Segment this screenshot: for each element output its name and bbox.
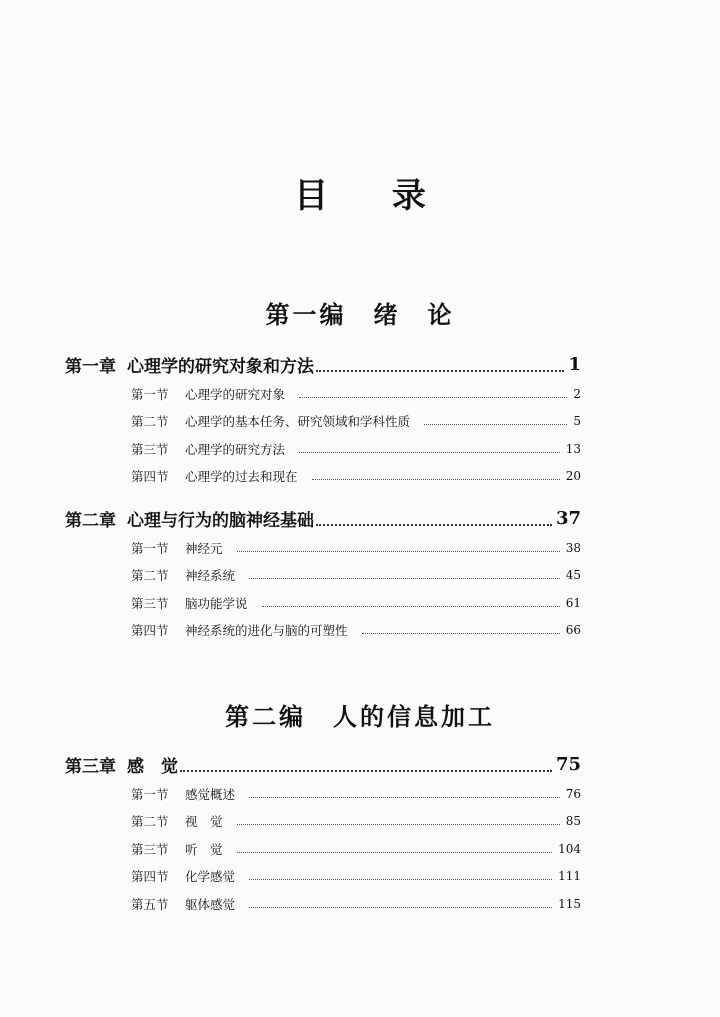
- section-title: 心理学的研究方法: [185, 442, 286, 457]
- dot-leader: [262, 605, 560, 607]
- section-title: 神经系统的进化与脑的可塑性: [185, 623, 348, 638]
- section-number: 第一节: [131, 541, 169, 556]
- section-title: 心理学的研究对象: [185, 387, 286, 402]
- dot-leader: [299, 451, 560, 453]
- toc-title: 目 录: [294, 176, 452, 216]
- section-title: 视 觉: [185, 814, 223, 829]
- chapter-title: 感 觉: [127, 757, 178, 777]
- toc-section-entry[interactable]: [131, 467, 581, 485]
- chapter-number: 第一章: [65, 357, 116, 377]
- dot-leader: [299, 396, 567, 398]
- page-number: 76: [565, 787, 581, 801]
- page-number: 104: [558, 842, 581, 856]
- toc-section-entry[interactable]: [131, 385, 581, 403]
- page-number: 45: [565, 568, 581, 582]
- section-number: 第二节: [131, 814, 169, 829]
- dot-leader: [249, 878, 552, 880]
- chapter-number: 第二章: [65, 511, 116, 531]
- dot-leader: [249, 906, 552, 908]
- section-number: 第四节: [131, 623, 169, 638]
- part-title: 第一编 绪 论: [265, 300, 455, 329]
- dot-leader: [249, 577, 560, 579]
- chapter-number: 第三章: [65, 757, 116, 777]
- section-title: 脑功能学说: [185, 596, 248, 611]
- dot-leader: [312, 478, 560, 480]
- page-number: 2: [573, 387, 581, 401]
- dot-leader: [362, 632, 560, 634]
- page-number: 66: [565, 623, 581, 637]
- section-number: 第一节: [131, 787, 169, 802]
- toc-section-entry[interactable]: [131, 539, 581, 557]
- toc-section-entry[interactable]: [131, 594, 581, 612]
- dot-leader: [237, 851, 553, 853]
- section-number: 第三节: [131, 842, 169, 857]
- chapter-title: 心理学的研究对象和方法: [127, 357, 314, 377]
- dot-leader: [237, 823, 560, 825]
- page-number: 38: [565, 541, 581, 555]
- page-number: 75: [555, 754, 581, 775]
- page-number: 37: [555, 508, 581, 529]
- section-number: 第一节: [131, 387, 169, 402]
- section-number: 第二节: [131, 414, 169, 429]
- dot-leader: [316, 369, 564, 372]
- section-number: 第三节: [131, 596, 169, 611]
- section-number: 第五节: [131, 897, 169, 912]
- toc-section-entry[interactable]: [131, 440, 581, 458]
- page-number: 111: [558, 869, 581, 883]
- toc-section-entry[interactable]: [131, 895, 581, 913]
- section-title: 心理学的基本任务、研究领域和学科性质: [185, 414, 411, 429]
- toc-chapter-entry[interactable]: [65, 352, 581, 377]
- section-title: 神经元: [185, 541, 223, 556]
- page-number: 13: [565, 442, 581, 456]
- dot-leader: [237, 550, 560, 552]
- chapter-title: 心理与行为的脑神经基础: [127, 511, 314, 531]
- page-number: 61: [565, 596, 581, 610]
- toc-section-entry[interactable]: [131, 840, 581, 858]
- page-number: 5: [573, 414, 581, 428]
- page-number: 115: [558, 897, 581, 911]
- toc-section-entry[interactable]: [131, 566, 581, 584]
- toc-section-entry[interactable]: [131, 867, 581, 885]
- dot-leader: [180, 769, 552, 772]
- section-title: 躯体感觉: [185, 897, 236, 912]
- page-number: 85: [565, 814, 581, 828]
- dot-leader: [249, 796, 560, 798]
- toc-chapter-entry[interactable]: [65, 752, 581, 777]
- section-number: 第三节: [131, 442, 169, 457]
- toc-section-entry[interactable]: [131, 785, 581, 803]
- section-title: 化学感觉: [185, 869, 236, 884]
- section-title: 心理学的过去和现在: [185, 469, 298, 484]
- dot-leader: [316, 523, 552, 526]
- toc-chapter-entry[interactable]: [65, 506, 581, 531]
- section-title: 神经系统: [185, 568, 236, 583]
- section-number: 第四节: [131, 469, 169, 484]
- section-number: 第四节: [131, 869, 169, 884]
- page-number: 1: [568, 354, 581, 375]
- toc-section-entry[interactable]: [131, 812, 581, 830]
- toc-section-entry[interactable]: [131, 412, 581, 430]
- part-title: 第二编 人的信息加工: [225, 702, 495, 731]
- section-title: 听 觉: [185, 842, 223, 857]
- toc-section-entry[interactable]: [131, 621, 581, 639]
- section-title: 感觉概述: [185, 787, 236, 802]
- dot-leader: [424, 423, 567, 425]
- page-number: 20: [565, 469, 581, 483]
- section-number: 第二节: [131, 568, 169, 583]
